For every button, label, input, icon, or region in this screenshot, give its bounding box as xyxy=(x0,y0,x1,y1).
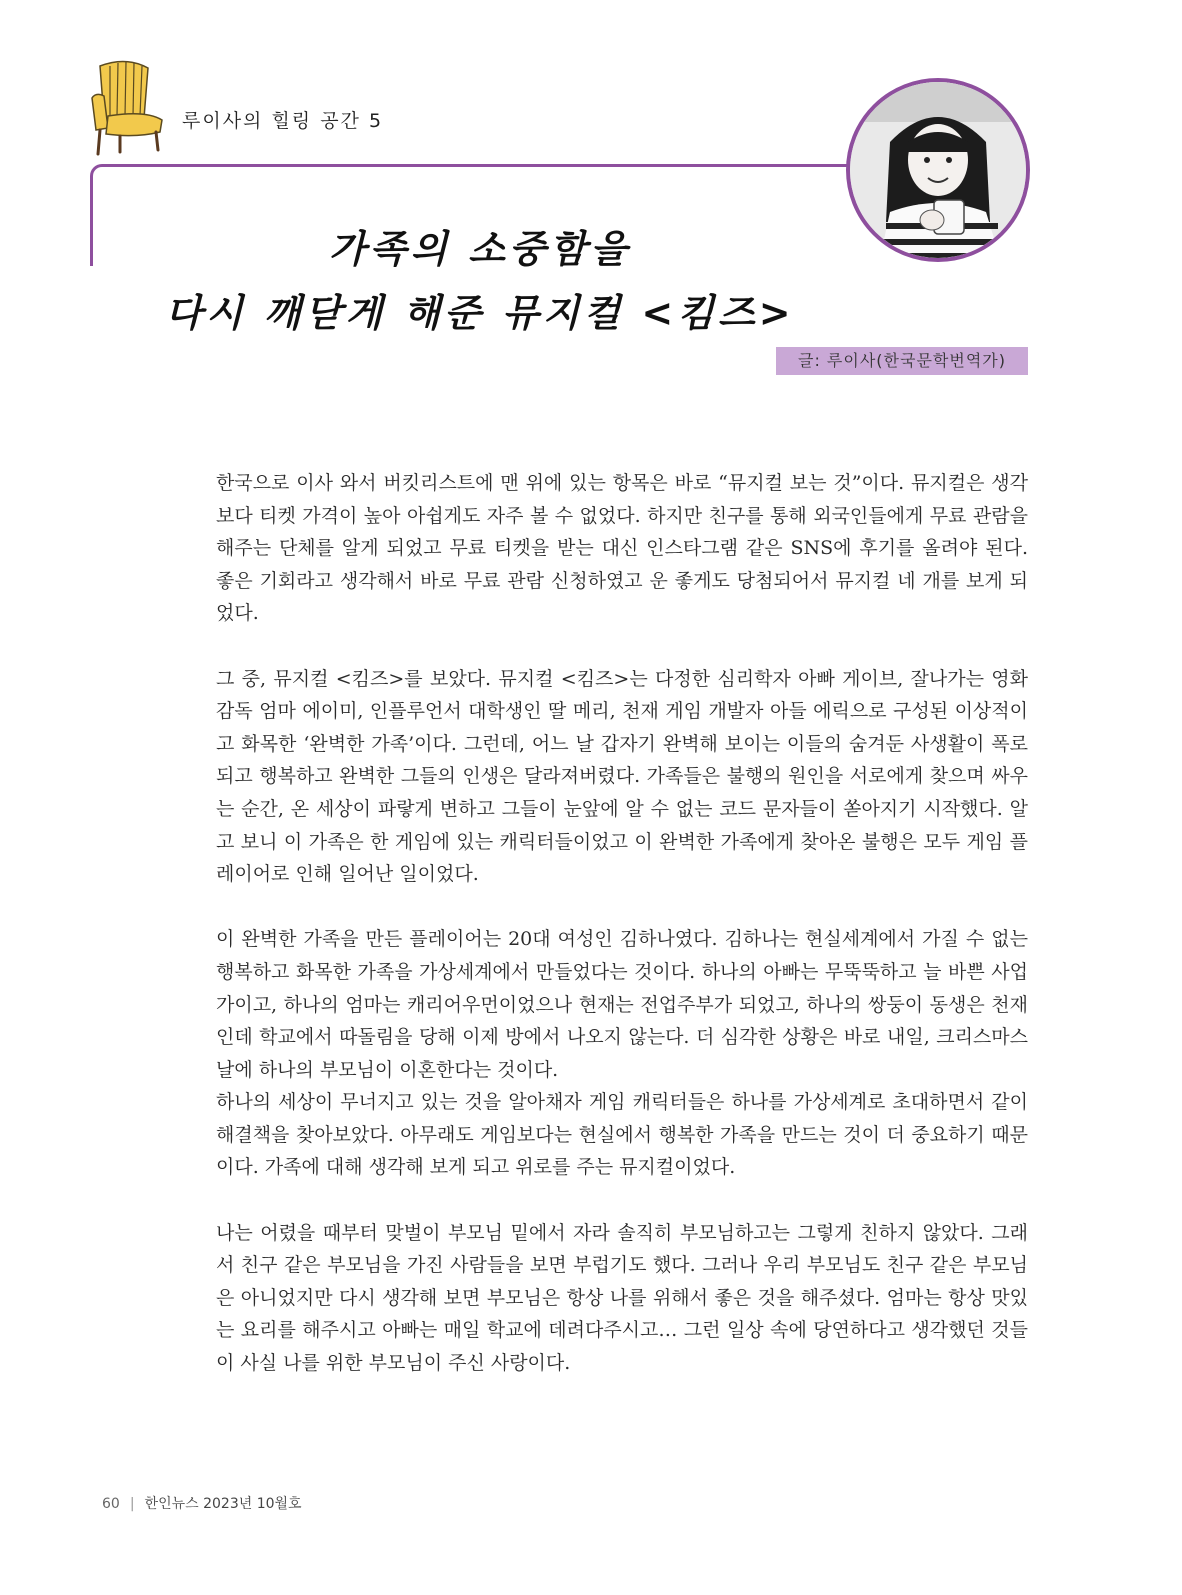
author-photo xyxy=(846,78,1030,262)
publication-name: 한인뉴스 2023년 10월호 xyxy=(144,1496,302,1512)
section-label: 루이사의 힐링 공간 5 xyxy=(182,110,384,132)
armchair-icon xyxy=(86,58,166,158)
footer-separator: | xyxy=(129,1496,135,1512)
paragraph-3: 이 완벽한 가족을 만든 플레이어는 20대 여성인 김하나였다. 김하나는 현실세계에서 가질 수 없는 행복하고 화목한 가족을 가상세계에서 만들었다는 것이다. 하나의 아빠는 무뚝뚝하고 늘 바쁜 사업가이고, 하나의 엄마는 캐리어우먼이었으나 현재는 전업주부가 되었고, 하나의 쌍둥이 동생은 천재인데 학교에서 따돌림을 당해 이제 방에서 나오지 않는다. 더 심각한 상황은 바로 내일, 크리스마스 날에 하나의 부모님이 이혼한다는 것이다. xyxy=(216,928,1028,1081)
author-portrait-image xyxy=(850,82,1026,258)
author-byline: 글: 루이사(한국문학번역가) xyxy=(776,347,1028,375)
paragraph-1: 한국으로 이사 와서 버킷리스트에 맨 위에 있는 항목은 바로 “뮤지컬 보는 것”이다. 뮤지컬은 생각보다 티켓 가격이 높아 아쉽게도 자주 볼 수 없었다. 하지만 친구를 통해 외국인들에게 무료 관람을 해주는 단체를 알게 되었고 무료 티켓을 받는 대신 인스타그램 같은 SNS에 후기를 올려야 된다. 좋은 기회라고 생각해서 바로 무료 관람 신청하였고 운 좋게도 당첨되어서 뮤지컬 네 개를 보게 되었다. xyxy=(216,472,1028,625)
article-title-line1: 가족의 소중함을 xyxy=(328,227,632,271)
article-body xyxy=(216,467,1028,1412)
page-number: 60 xyxy=(102,1496,120,1512)
paragraph-5: 나는 어렸을 때부터 맞벌이 부모님 밑에서 자라 솔직히 부모님하고는 그렇게 친하지 않았다. 그래서 친구 같은 부모님을 가진 사람들을 보면 부럽기도 했다. 그러나 우리 부모님도 친구 같은 부모님은 아니었지만 다시 생각해 보면 부모님은 항상 나를 위해서 좋은 것을 해주셨다. 엄마는 항상 맛있는 요리를 해주시고 아빠는 매일 학교에 데려다주시고… 그런 일상 속에 당연하다고 생각했던 것들이 사실 나를 위한 부모님이 주신 사랑이다. xyxy=(216,1221,1028,1375)
paragraph-4: 하나의 세상이 무너지고 있는 것을 알아채자 게임 캐릭터들은 하나를 가상세계로 초대하면서 같이 해결책을 찾아보았다. 아무래도 게임보다는 현실에서 행복한 가족을 만드는 것이 더 중요하기 때문이다. 가족에 대해 생각해 보게 되고 위로를 주는 뮤지컬이었다. xyxy=(216,1091,1028,1179)
paragraph-2: 그 중, 뮤지컬 <킴즈>를 보았다. 뮤지컬 <킴즈>는 다정한 심리학자 아빠 게이브, 잘나가는 영화감독 엄마 에이미, 인플루언서 대학생인 딸 메리, 천재 게임 개발자 아들 에릭으로 구성된 이상적이고 화목한 ‘완벽한 가족’이다. 그런데, 어느 날 갑자기 완벽해 보이는 이들의 숨겨둔 사생활이 폭로되고 행복하고 완벽한 그들의 인생은 달라져버렸다. 가족들은 불행의 원인을 서로에게 찾으며 싸우는 순간, 온 세상이 파랗게 변하고 그들이 눈앞에 알 수 없는 코드 문자들이 쏟아지기 시작했다. 알고 보니 이 가족은 한 게임에 있는 캐릭터들이었고 이 완벽한 가족에게 찾아온 불행은 모두 게임 플레이어로 인해 일어난 일이었다. xyxy=(216,667,1028,886)
page-footer xyxy=(102,1493,302,1513)
article-title-line2: 다시 깨닫게 해준 뮤지컬 <킴즈> xyxy=(165,291,795,335)
